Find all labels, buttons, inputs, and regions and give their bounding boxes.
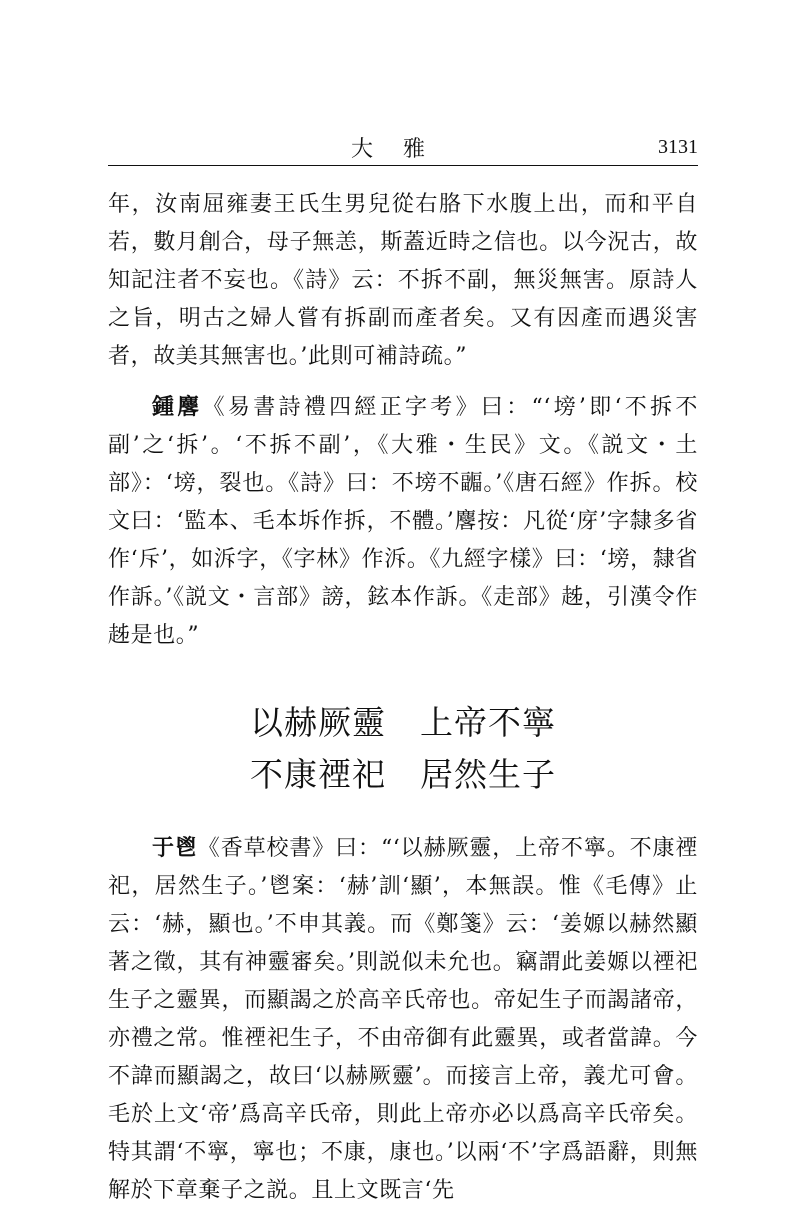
- poem-verse: [108, 697, 698, 801]
- page-body: [108, 186, 698, 1210]
- page-number: 3131: [658, 136, 698, 158]
- paragraph-commentary-zhong: [108, 388, 698, 655]
- poem-line: 不康禋祀 居然生子: [250, 755, 556, 794]
- running-header: [108, 128, 698, 162]
- poem-line: 以赫厥靈 上帝不寧: [250, 703, 556, 742]
- paragraph-continuation: [108, 186, 698, 376]
- paragraph-text: 《香草校書》曰：“‘以赫厥靈，上帝不寧。不康禋祀，居然生子。’鬯案：‘赫’訓‘顯’，本無誤。惟《毛傳》止云：‘赫，顯也。’不申其義。而《鄭箋》云：‘姜嫄以赫然顯著之徵，其有神靈審矣。’則説似未允也。竊謂此姜嫄以禋祀生子之靈異，而顯謁之於高辛氏帝也。帝妃生子而謁諸帝，亦禮之常。惟禋祀生子，不由帝御有此靈異，或者當諱。今不諱而顯謁之，故曰‘以赫厥靈’。而接言上帝，義尤可會。毛於上文‘帝’爲高辛氏帝，則此上帝亦必以爲高辛氏帝矣。特其謂‘不寧，寧也；不康，康也。’以兩‘不’字爲語辭，則無解於下章棄子之説。且上文既言‘先: [108, 836, 699, 1203]
- header-rule: [108, 165, 698, 166]
- commentator-name: 于鬯: [152, 835, 198, 861]
- paragraph-text: 年，汝南屈雍妻王氏生男兒從右胳下水腹上出，而和平自若，數月創合，母子無恙，斯蓋近時之信也。以今況古，故知記注者不妄也。《詩》云：不拆不副，無災無害。原詩人之旨，明古之婦人嘗有拆副而產者矣。又有因產而遇災害者，故美其無害也。’此則可補詩疏。”: [108, 192, 698, 369]
- paragraph-text: 《易書詩禮四經正字考》曰：“‘塝’即‘不拆不副’之‘拆’。‘不拆不副’，《大雅・生民》文。《説文・土部》：‘塝，裂也。《詩》曰：不塝不疈。’《唐石經》作拆。校文曰：‘監本、毛本坼作拆，不體。’麐按：凡從‘庌’字隸多省作‘斥’，如泝字，《字林》作泝。《九經字樣》曰：‘塝，隸省作訴。’《説文・言部》謗，鉉本作訴。《走部》趀，引漢令作趀是也。”: [108, 395, 699, 648]
- running-header-title: 大雅: [350, 137, 455, 162]
- paragraph-commentary-yu: [108, 829, 698, 1210]
- commentator-name: 鍾麐: [152, 394, 203, 420]
